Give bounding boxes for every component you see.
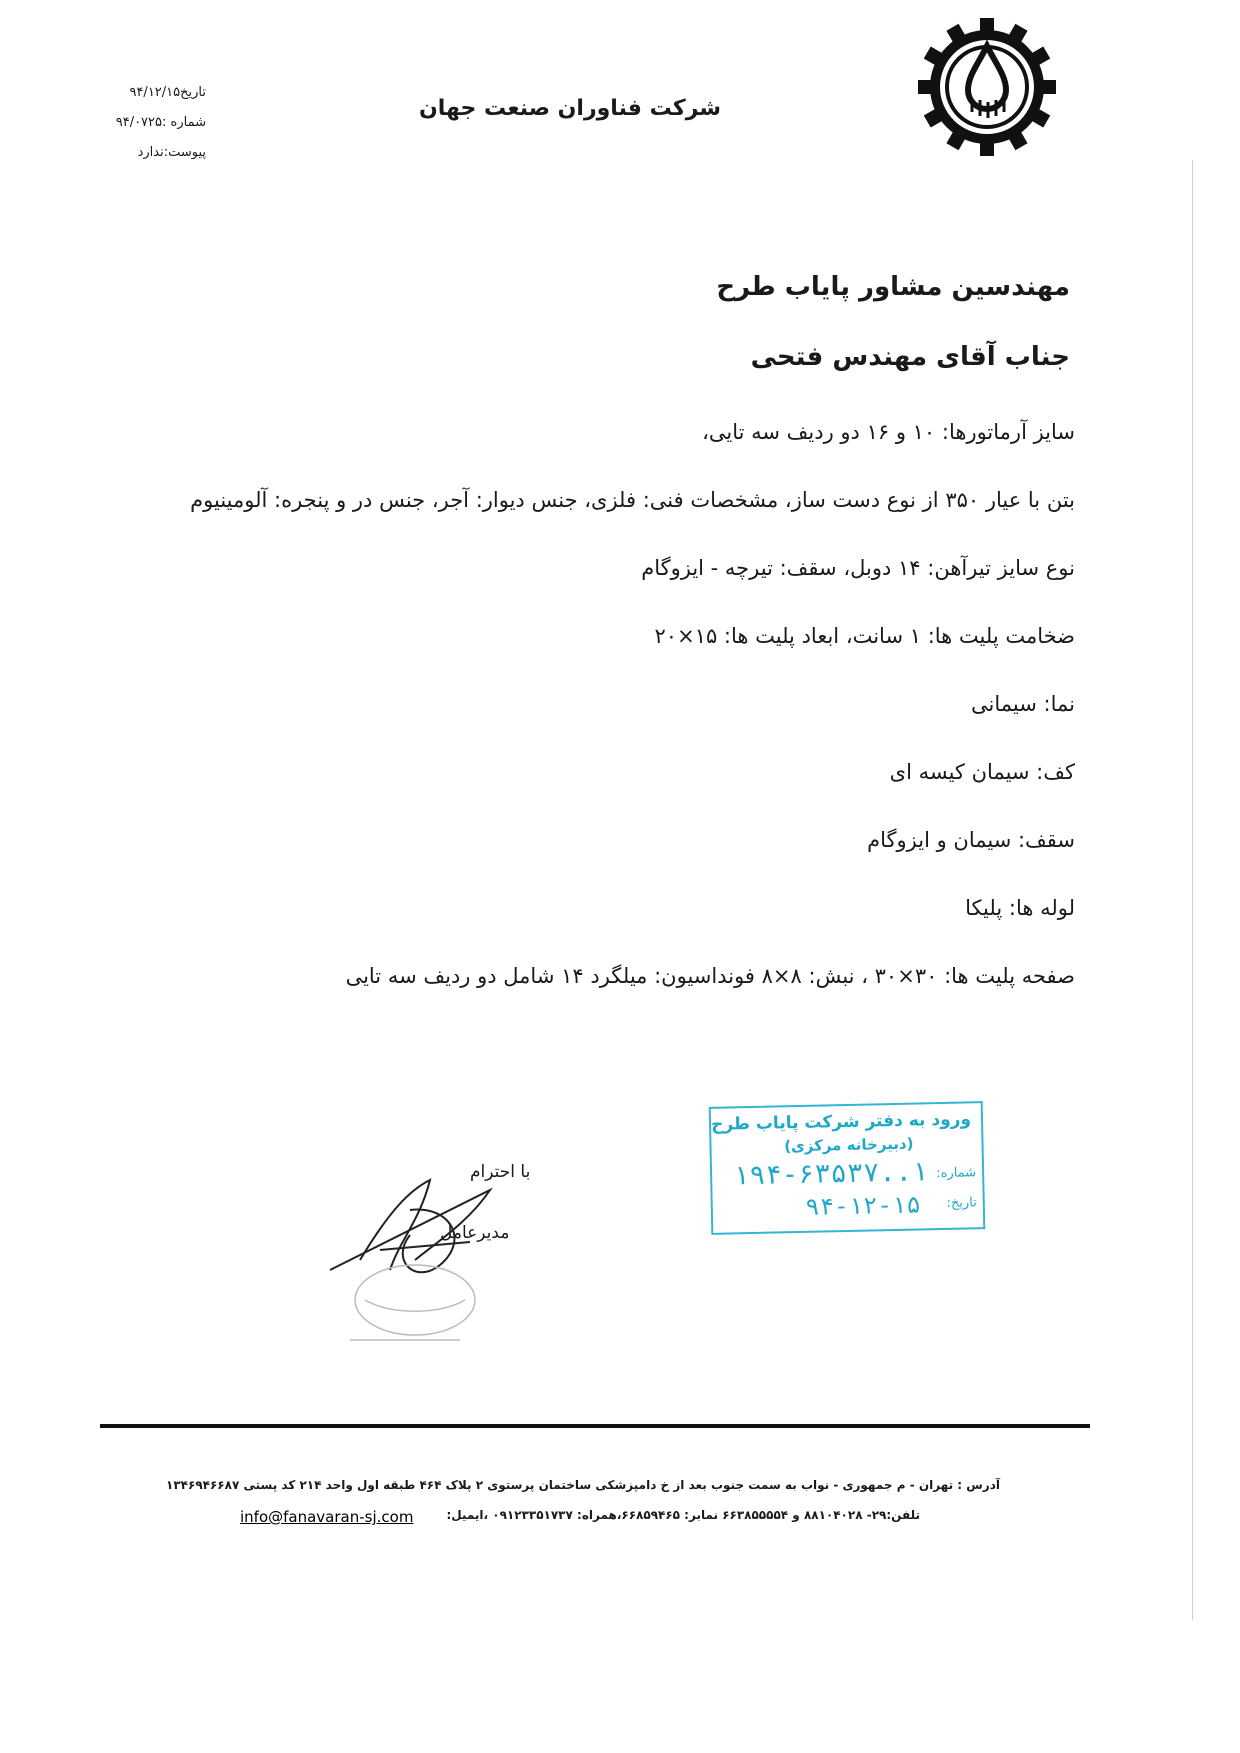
footer-rule: [100, 1424, 1090, 1428]
footer-email-link[interactable]: info@fanavaran-sj.com: [240, 1508, 414, 1526]
stamp-subtitle: (دبیرخانه مرکزی): [784, 1134, 914, 1156]
footer-phones: تلفن:۲۹- ۸۸۱۰۴۰۲۸ و ۶۶۳۸۵۵۵۵۴ نمابر: ۶۶۸۵۹۴۶۵،همراه: ۰۹۱۲۳۳۵۱۷۳۷ ،ایمیل:: [446, 1508, 920, 1522]
body-line: سایز آرماتورها: ۱۰ و ۱۶ دو ردیف سه تایی،: [702, 420, 1075, 444]
letter-attachment: پیوست:ندارد: [137, 145, 206, 160]
gear-tooth: [918, 80, 936, 94]
stamp-title: ورود به دفتر شرکت پایاب طرح: [710, 1109, 972, 1135]
handwritten-signature-icon: [320, 1150, 550, 1360]
company-logo-icon: [912, 12, 1062, 162]
stamp-number-value: ۱..۱۹۴-۶۳۵۳۷: [732, 1156, 929, 1192]
stamp-number-label: شماره:: [936, 1165, 977, 1182]
letter-meta: [70, 78, 206, 168]
letter-number: شماره :۹۴/۰۷۲۵: [115, 115, 206, 130]
stamp-date-value: ۹۴-۱۲-۱۵: [804, 1190, 922, 1221]
stamp-date-label: تاریخ:: [946, 1195, 977, 1211]
body-line: لوله ها: پلیکا: [965, 896, 1075, 920]
footer-address: آدرس : تهران - م جمهوری - نواب به سمت جنوب بعد از خ دامپزشکی ساختمان پرستوی ۲ پلاک ۴۶۴ طبقه اول واحد ۲۱۴ کد پستی ۱۳۴۶۹۴۶۶۸۷: [166, 1478, 1000, 1492]
gear-tooth: [1038, 80, 1056, 94]
letter-date: تاریخ۹۴/۱۲/۱۵: [129, 85, 206, 100]
signer-title: مدیرعامل: [440, 1223, 510, 1243]
body-line: کف: سیمان کیسه ای: [889, 760, 1075, 784]
body-line: صفحه پلیت ها: ۳۰×۳۰ ، نبش: ۸×۸ فونداسیون: میلگرد ۱۴ شامل دو ردیف سه تایی: [345, 964, 1075, 988]
body-line: نما: سیمانی: [971, 692, 1075, 716]
closing-text: با احترام: [470, 1162, 531, 1182]
body-line: ضخامت پلیت ها: ۱ سانت، ابعاد پلیت ها: ۱۵×۲۰: [654, 624, 1075, 648]
scan-edge-line: [1192, 160, 1193, 1620]
body-line: سقف: سیمان و ایزوگام: [867, 828, 1075, 852]
body-line: نوع سایز تیرآهن: ۱۴ دوبل، سقف: تیرچه - ایزوگام: [641, 556, 1075, 580]
body-line: بتن با عیار ۳۵۰ از نوع دست ساز، مشخصات فنی: فلزی، جنس دیوار: آجر، جنس در و پنجره: آلومینیوم: [190, 488, 1075, 512]
gear-tooth: [980, 18, 994, 36]
gear-tooth: [980, 138, 994, 156]
company-name: شرکت فناوران صنعت جهان: [418, 96, 722, 121]
recipient-organization: مهندسین مشاور پایاب طرح: [716, 272, 1070, 302]
recipient-person: جناب آقای مهندس فتحی: [750, 342, 1070, 372]
received-stamp: [709, 1101, 986, 1235]
